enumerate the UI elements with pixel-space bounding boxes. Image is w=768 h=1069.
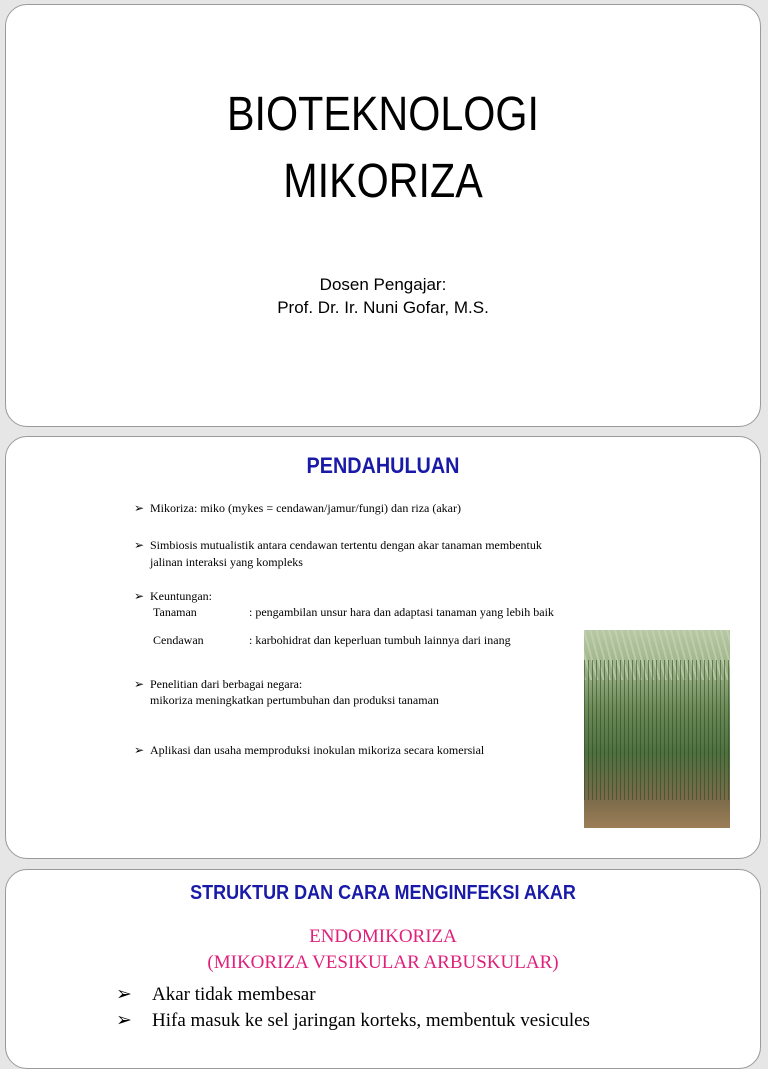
bullet-item: [134, 742, 484, 758]
bullet-text: Simbiosis mutualistik antara cendawan tertentu dengan akar tanaman membentuk: [150, 538, 542, 552]
arrow-bullet-icon: ➢: [116, 984, 132, 1005]
arrow-bullet-icon: ➢: [134, 743, 145, 757]
lecturer-name: Prof. Dr. Ir. Nuni Gofar, M.S.: [277, 298, 489, 317]
bullet-text: Keuntungan:: [150, 589, 212, 603]
slide-heading: STRUKTUR DAN CARA MENGINFEKSI AKAR: [190, 882, 576, 904]
bullet-continuation: jalinan interaksi yang kompleks: [150, 555, 303, 569]
benefit-label-tanaman: Tanaman: [153, 605, 197, 619]
benefit-label-cendawan: Cendawan: [153, 633, 204, 647]
arrow-bullet-icon: ➢: [134, 501, 145, 515]
section-title: ENDOMIKORIZA: [309, 926, 457, 947]
bullet-item: [116, 1010, 590, 1032]
title-line-1: BIOTEKNOLOGI: [227, 88, 539, 141]
benefit-text-tanaman: : pengambilan unsur hara dan adaptasi tanaman yang lebih baik: [249, 605, 554, 619]
bullet-text: Akar tidak membesar: [152, 984, 316, 1005]
bullet-continuation: mikoriza meningkatkan pertumbuhan dan produksi tanaman: [150, 693, 439, 707]
slide-heading: PENDAHULUAN: [306, 453, 460, 478]
benefit-text-cendawan: : karbohidrat dan keperluan tumbuh lainnya dari inang: [249, 633, 511, 647]
title-slide: [5, 4, 761, 427]
bullet-text: Mikoriza: miko (mykes = cendawan/jamur/fungi) dan riza (akar): [150, 501, 461, 515]
bullet-item: [116, 984, 316, 1006]
wheat-stalks: [584, 660, 730, 800]
bullet-item: [134, 500, 461, 516]
arrow-bullet-icon: ➢: [134, 589, 145, 603]
bullet-text: Penelitian dari berbagai negara:: [150, 677, 303, 691]
section-subtitle: (MIKORIZA VESIKULAR ARBUSKULAR): [207, 952, 559, 973]
bullet-item: [134, 676, 302, 692]
bullet-text: Aplikasi dan usaha memproduksi inokulan mikoriza secara komersial: [150, 743, 485, 757]
title-line-2: MIKORIZA: [283, 155, 483, 208]
bullet-item: [134, 537, 542, 553]
arrow-bullet-icon: ➢: [134, 538, 145, 552]
introduction-slide: [5, 436, 761, 859]
lecturer-label: Dosen Pengajar:: [319, 275, 447, 294]
structure-slide: [5, 869, 761, 1069]
bullet-text: Hifa masuk ke sel jaringan korteks, membentuk vesicules: [152, 1010, 590, 1031]
arrow-bullet-icon: ➢: [116, 1010, 132, 1031]
bullet-item: [134, 588, 212, 604]
wheat-field-photo: [584, 630, 730, 828]
arrow-bullet-icon: ➢: [134, 677, 145, 691]
